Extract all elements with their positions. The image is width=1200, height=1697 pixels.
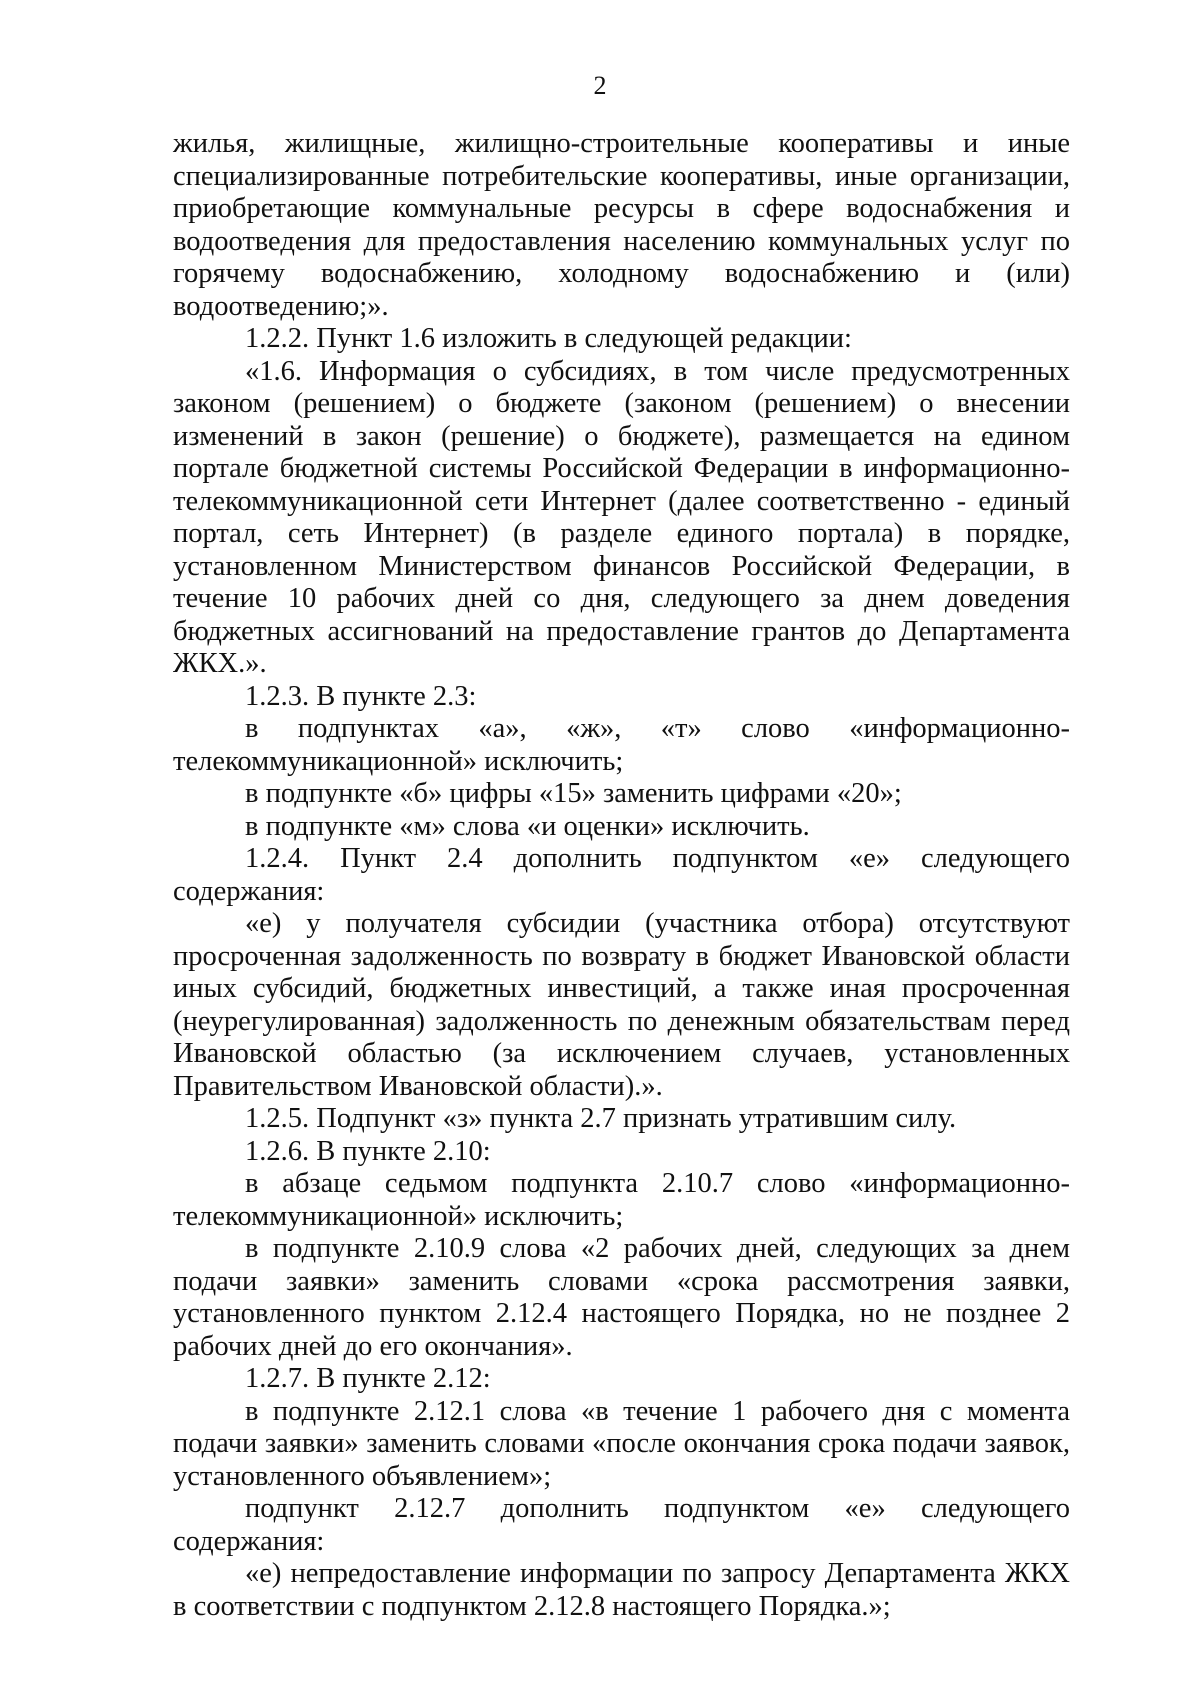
paragraph: в подпунктах «а», «ж», «т» слово «информационно-телекоммуникационной» исключить;: [173, 713, 1070, 777]
paragraph: 1.2.3. В пункте 2.3:: [245, 680, 477, 712]
document-body: [173, 128, 1070, 1623]
paragraph: «е) у получателя субсидии (участника отбора) отсутствуют просроченная задолженность по возврату в бюджет Ивановской области иных субсидий, бюджетных инвестиций, а также иная просроченная (неурегулированная) задолженность по денежным обязательствам перед Ивановской областью (за исключением случаев, установленных Правительством Ивановской области).».: [173, 908, 1070, 1102]
page-number: 2: [593, 71, 607, 100]
paragraph: в подпункте 2.12.1 слова «в течение 1 рабочего дня с момента подачи заявки» заменить словами «после окончания срока подачи заявок, установленного объявлением»;: [173, 1395, 1070, 1492]
paragraph: 1.2.6. В пункте 2.10:: [245, 1135, 491, 1167]
paragraph: «е) непредоставление информации по запросу Департамента ЖКХ в соответствии с подпунктом 2.12.8 настоящего Порядка.»;: [173, 1558, 1070, 1622]
paragraph: в абзаце седьмом подпункта 2.10.7 слово «информационно-телекоммуникационной» исключить;: [173, 1168, 1070, 1232]
paragraph: 1.2.7. В пункте 2.12:: [245, 1363, 491, 1394]
paragraph: подпункт 2.12.7 дополнить подпунктом «е» следующего содержания:: [173, 1493, 1070, 1557]
paragraph: 1.2.4. Пункт 2.4 дополнить подпунктом «е» следующего содержания:: [173, 843, 1070, 907]
paragraph: в подпункте «м» слова «и оценки» исключить.: [245, 810, 810, 842]
paragraph: 1.2.5. Подпункт «з» пункта 2.7 признать утратившим силу.: [245, 1103, 957, 1134]
paragraph: в подпункте 2.10.9 слова «2 рабочих дней, следующих за днем подачи заявки» заменить словами «срока рассмотрения заявки, установленного пунктом 2.12.4 настоящего Порядка, но не позднее 2 рабочих дней до его окончания».: [173, 1233, 1070, 1362]
paragraph: в подпункте «б» цифры «15» заменить цифрами «20»;: [245, 778, 902, 809]
paragraph: 1.2.2. Пункт 1.6 изложить в следующей редакции:: [245, 323, 852, 354]
paragraph: «1.6. Информация о субсидиях, в том числе предусмотренных законом (решением) о бюджете (законом (решением) о внесении изменений в закон (решение) о бюджете), размещается на едином портале бюджетной системы Российской Федерации в информационно-телекоммуникационной сети Интернет (далее соответственно - единый портал, сеть Интернет) (в разделе единого портала) в порядке, установленном Министерством финансов Российской Федерации, в течение 10 рабочих дней со дня, следующего за днем доведения бюджетных ассигнований на предоставление грантов до Департамента ЖКХ.».: [173, 355, 1070, 679]
paragraph: жилья, жилищные, жилищно-строительные кооперативы и иные специализированные потребительские кооперативы, иные организации, приобретающие коммунальные ресурсы в сфере водоснабжения и водоотведения для предоставления населению коммунальных услуг по горячему водоснабжению, холодному водоснабжению и (или) водоотведению;».: [173, 128, 1070, 322]
